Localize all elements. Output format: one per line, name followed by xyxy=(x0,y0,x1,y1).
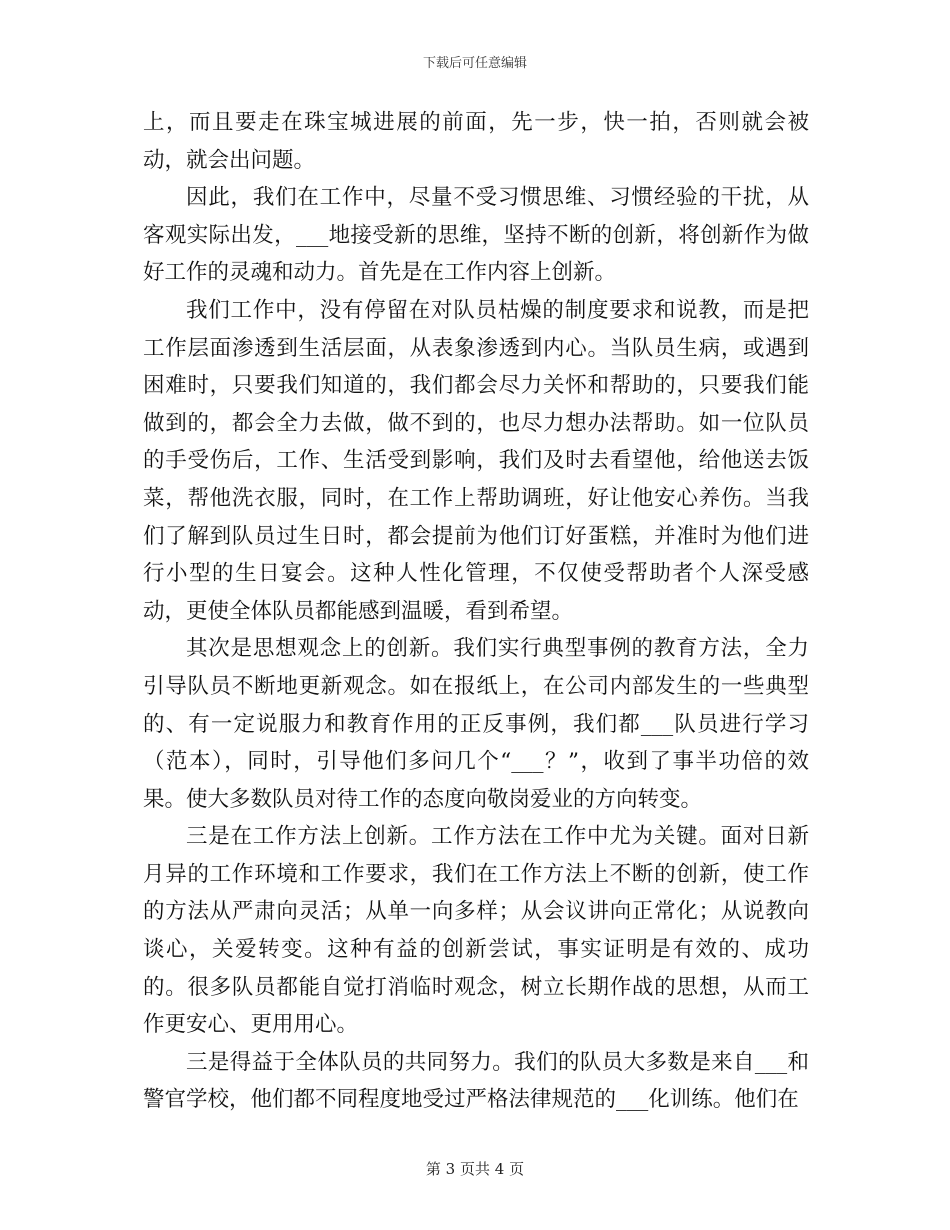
page-header: 下载后可任意编辑 xyxy=(422,56,527,71)
paragraph: 三是得益于全体队员的共同努力。我们的队员大多数是来自___和警官学校，他们都不同程度地受过严格法律规范的___化训练。他们在 xyxy=(143,1049,809,1113)
paragraph: 上，而且要走在珠宝城进展的前面，先一步，快一拍，否则就会被动，就会出问题。 xyxy=(143,110,809,173)
paragraph: 其次是思想观念上的创新。我们实行典型事例的教育方法，全力引导队员不断地更新观念。如在报纸上，在公司内部发生的一些典型的、有一定说服力和教育作用的正反事例，我们都___队员进行学习（范本），同时，引导他们多问几个“___？”，收到了事半功倍的效果。使大多数队员对待工作的态度向敬岗爱业的方向转变。 xyxy=(143,636,809,812)
paragraph: 我们工作中，没有停留在对队员枯燥的制度要求和说教，而是把工作层面渗透到生活层面，从表象渗透到内心。当队员生病，或遇到困难时，只要我们知道的，我们都会尽力关怀和帮助的，只要我们能做到的，都会全力去做，做不到的，也尽力想办法帮助。如一位队员的手受伤后，工作、生活受到影响，我们及时去看望他，给他送去饭菜，帮他洗衣服，同时，在工作上帮助调班，好让他安心养伤。当我们了解到队员过生日时，都会提前为他们订好蛋糕，并准时为他们进行小型的生日宴会。这种人性化管理，不仅使受帮助者个人深受感动，更使全体队员都能感到温暖，看到希望。 xyxy=(143,297,809,624)
paragraph: 因此，我们在工作中，尽量不受习惯思维、习惯经验的干扰，从客观实际出发，___地接受新的思维，坚持不断的创新，将创新作为做好工作的灵魂和动力。首先是在工作内容上创新。 xyxy=(143,185,809,286)
page-footer: 第 3 页共 4 页 xyxy=(425,1160,525,1178)
paragraph: 三是在工作方法上创新。工作方法在工作中尤为关键。面对日新月异的工作环境和工作要求，我们在工作方法上不断的创新，使工作的方法从严肃向灵活；从单一向多样；从会议讲向正常化；从说教向谈心，关爱转变。这种有益的创新尝试，事实证明是有效的、成功的。很多队员都能自觉打消临时观念，树立长期作战的思想，从而工作更安心、更用用心。 xyxy=(143,824,809,1038)
document-body xyxy=(143,104,809,1119)
